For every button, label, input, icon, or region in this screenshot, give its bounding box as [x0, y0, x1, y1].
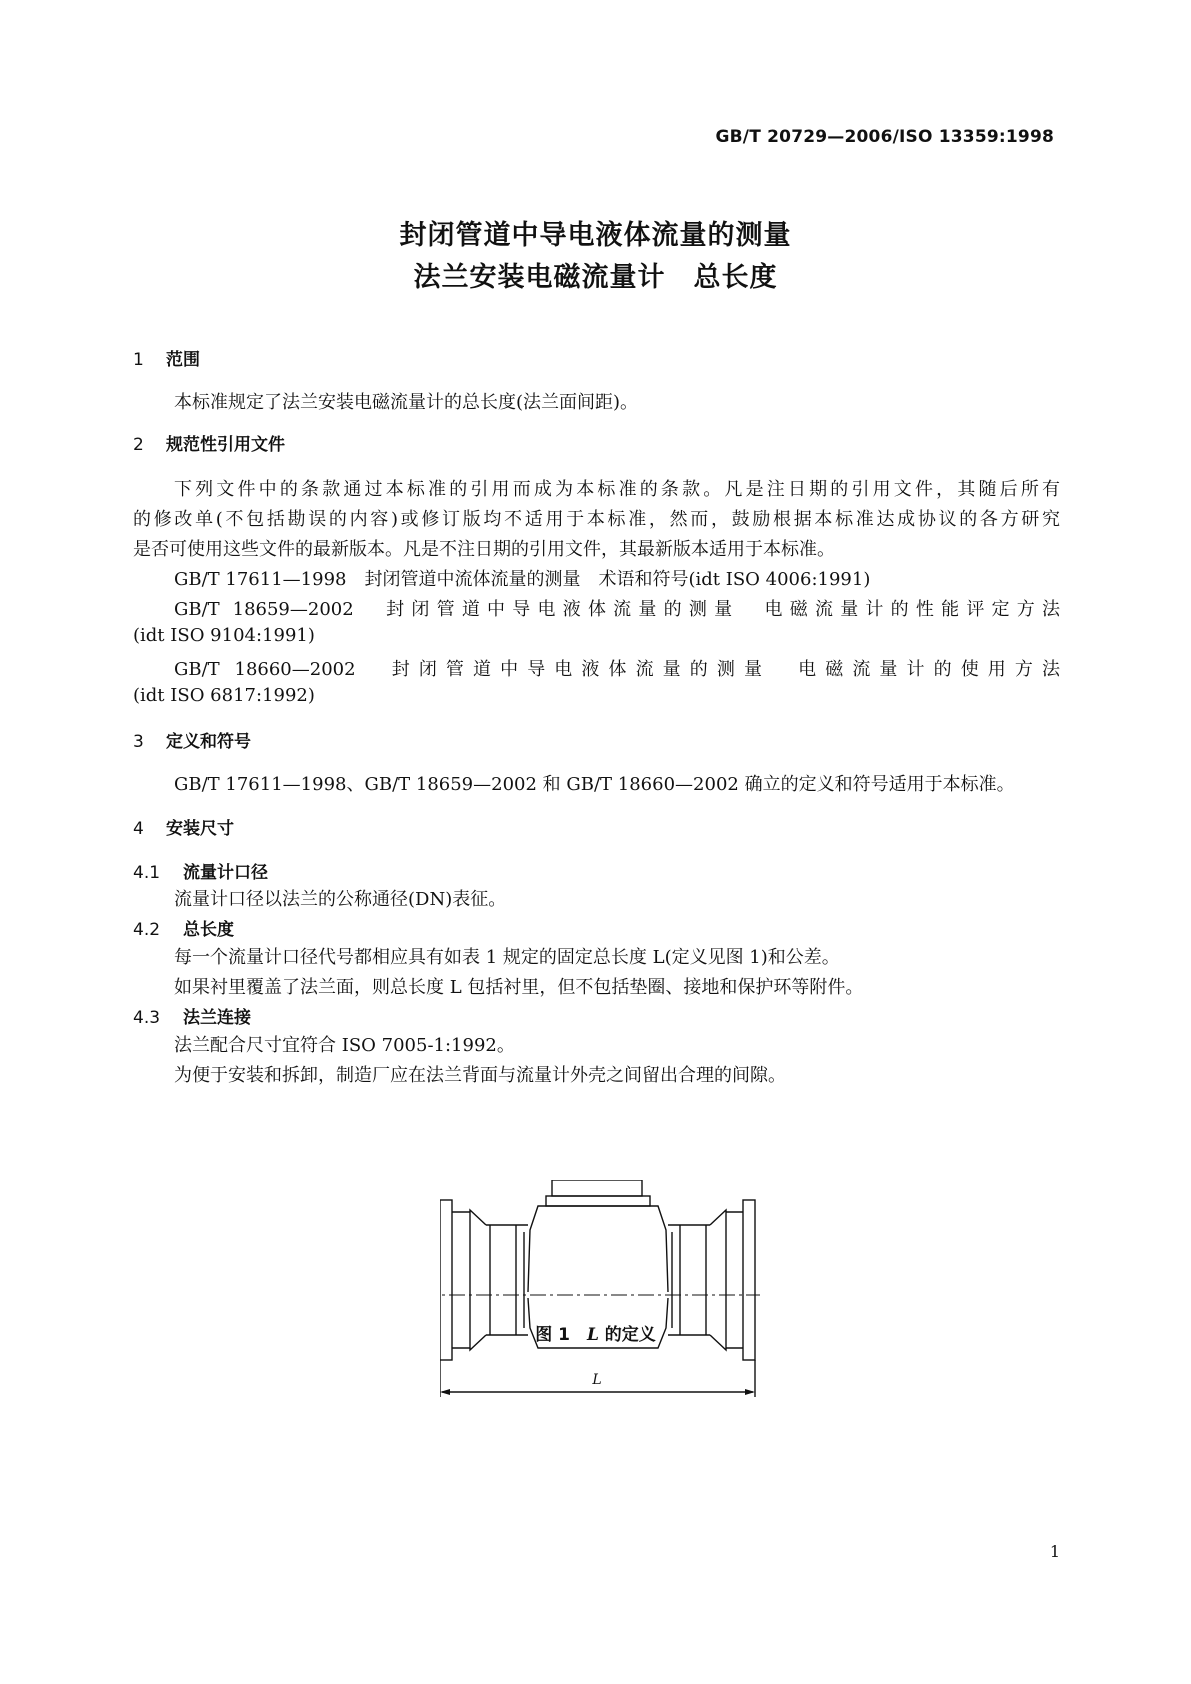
reference-item: GB/T 17611—1998 封闭管道中流体流量的测量 术语和符号(idt ISO 4006:1991)	[174, 569, 871, 590]
section-title: 安装尺寸	[166, 819, 234, 839]
reference-item: GB/T 18659—2002 封闭管道中导电液体流量的测量 电磁流量计的性能评定方法	[174, 599, 1060, 620]
dimension-label: L	[592, 1372, 602, 1388]
section-number: 4.2	[133, 920, 161, 940]
section-2-intro-line: 的修改单(不包括勘误的内容)或修订版均不适用于本标准，然而，鼓励根据本标准达成协议的各方研究	[133, 509, 1060, 530]
figure-caption	[0, 1320, 1191, 1345]
arrow-right	[745, 1389, 755, 1395]
terminal-box	[552, 1180, 642, 1196]
terminal-base	[546, 1196, 650, 1206]
section-title: 范围	[166, 350, 200, 370]
section-4-3-heading	[133, 1003, 251, 1028]
flowmeter-length-diagram	[440, 1180, 760, 1400]
section-4-3-text: 法兰配合尺寸宜符合 ISO 7005-1:1992。	[174, 1035, 515, 1056]
section-number: 3	[133, 732, 144, 752]
section-2-heading	[133, 430, 285, 455]
reference-item-continuation: (idt ISO 6817:1992)	[133, 685, 315, 706]
section-4-2-heading	[133, 915, 234, 940]
section-number: 4.3	[133, 1008, 161, 1028]
page-number: 1	[1049, 1542, 1060, 1561]
section-4-1-heading	[133, 858, 268, 883]
section-4-heading	[133, 814, 234, 839]
section-title: 法兰连接	[183, 1008, 251, 1028]
section-number: 1	[133, 350, 144, 370]
standard-number: GB/T 20729—2006/ISO 13359:1998	[715, 127, 1054, 147]
caption-suffix: 的定义	[598, 1325, 656, 1345]
upper-housing	[528, 1206, 668, 1292]
section-2-intro-line: 下列文件中的条款通过本标准的引用而成为本标准的条款。凡是注日期的引用文件，其随后所有	[174, 479, 1060, 500]
section-3-heading	[133, 727, 251, 752]
document-title-line2: 法兰安装电磁流量计 总长度	[413, 262, 778, 293]
section-number: 2	[133, 435, 144, 455]
section-4-2-text: 如果衬里覆盖了法兰面，则总长度 L 包括衬里，但不包括垫圈、接地和保护环等附件。	[174, 977, 864, 998]
section-4-2-text: 每一个流量计口径代号都相应具有如表 1 规定的固定总长度 L(定义见图 1)和公差。	[174, 947, 840, 968]
reference-item-continuation: (idt ISO 9104:1991)	[133, 625, 315, 646]
section-1-heading	[133, 345, 200, 370]
section-title: 规范性引用文件	[166, 435, 285, 455]
section-3-text: GB/T 17611—1998、GB/T 18659—2002 和 GB/T 18660—2002 确立的定义和符号适用于本标准。	[174, 774, 1015, 795]
section-4-1-text: 流量计口径以法兰的公称通径(DN)表征。	[174, 889, 507, 910]
caption-symbol: L	[586, 1325, 599, 1345]
section-title: 总长度	[183, 920, 234, 940]
section-title: 定义和符号	[166, 732, 251, 752]
arrow-left	[440, 1389, 450, 1395]
section-4-3-text: 为便于安装和拆卸，制造厂应在法兰背面与流量计外壳之间留出合理的间隙。	[174, 1065, 786, 1086]
caption-prefix: 图 1	[535, 1325, 587, 1345]
section-number: 4.1	[133, 863, 161, 883]
section-2-intro-line: 是否可使用这些文件的最新版本。凡是不注日期的引用文件，其最新版本适用于本标准。	[133, 539, 835, 560]
section-title: 流量计口径	[183, 863, 268, 883]
section-1-text: 本标准规定了法兰安装电磁流量计的总长度(法兰面间距)。	[174, 392, 639, 413]
document-title-line1: 封闭管道中导电液体流量的测量	[399, 220, 792, 251]
section-number: 4	[133, 819, 144, 839]
reference-item: GB/T 18660—2002 封闭管道中导电液体流量的测量 电磁流量计的使用方法	[174, 659, 1060, 680]
